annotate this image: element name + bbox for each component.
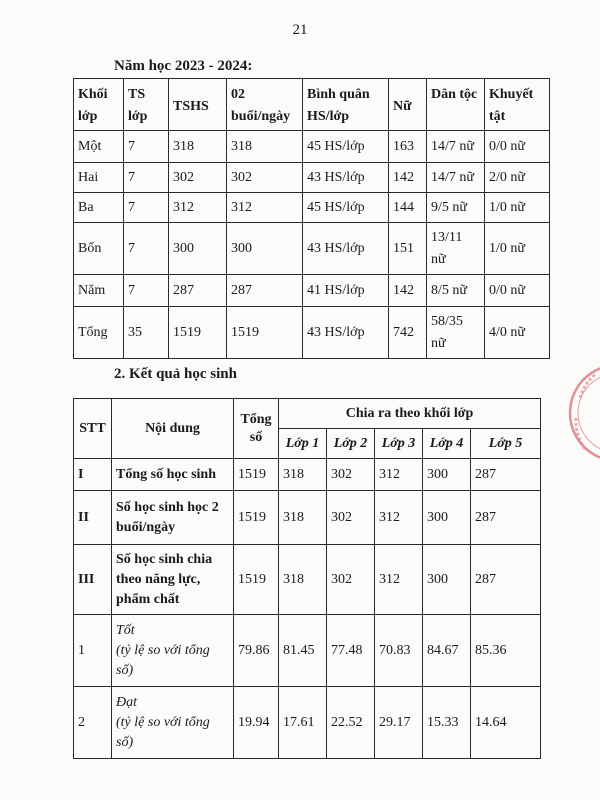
table-cell: 43 HS/lớp: [303, 223, 389, 275]
table-cell: 35: [124, 307, 169, 359]
header-cell: Bình quân HS/lớp: [303, 79, 389, 131]
table-header-row: [74, 399, 541, 429]
table-cell: 13/11 nữ: [427, 223, 485, 275]
year-heading: Năm học 2023 - 2024:: [114, 58, 253, 74]
table-row: [74, 307, 550, 359]
table-cell: 58/35 nữ: [427, 307, 485, 359]
table-row: [74, 615, 541, 687]
table-cell: 287: [227, 275, 303, 307]
header-cell: TS lớp: [124, 79, 169, 131]
row-stt: I: [74, 459, 112, 491]
table-cell: 1519: [227, 307, 303, 359]
row-label-cell: [112, 615, 234, 687]
table-cell: 300: [169, 223, 227, 275]
table-cell: Hai: [74, 163, 124, 193]
section-title: 2. Kết quả học sinh: [114, 366, 237, 382]
table-cell: 742: [389, 307, 427, 359]
table-cell: 15.33: [423, 687, 471, 759]
table-cell: 163: [389, 131, 427, 163]
table-cell: 0/0 nữ: [485, 275, 550, 307]
header-cell: Khuyết tật: [485, 79, 550, 131]
header-total: Tổng số: [234, 399, 279, 459]
table-cell: 70.83: [375, 615, 423, 687]
table-cell: 14.64: [471, 687, 541, 759]
row-label: Tốt: [116, 622, 135, 638]
table-row: [74, 687, 541, 759]
table-header-row: [74, 79, 550, 131]
table-cell: 287: [169, 275, 227, 307]
header-grade: Lớp 3: [375, 429, 423, 459]
table-cell: 151: [389, 223, 427, 275]
row-stt: 1: [74, 615, 112, 687]
table-cell: 7: [124, 131, 169, 163]
table-cell: 8/5 nữ: [427, 275, 485, 307]
table-cell: 318: [279, 491, 327, 545]
table-cell: 85.36: [471, 615, 541, 687]
table-cell: 7: [124, 163, 169, 193]
header-cell: 02 buổi/ngày: [227, 79, 303, 131]
row-label: Tổng số học sinh: [112, 459, 234, 491]
table-cell: 300: [423, 491, 471, 545]
table-cell: 142: [389, 163, 427, 193]
table-cell: Ba: [74, 193, 124, 223]
header-cell: Khối lớp: [74, 79, 124, 131]
row-total: 1519: [234, 545, 279, 615]
table-cell: 84.67: [423, 615, 471, 687]
table-cell: 45 HS/lớp: [303, 193, 389, 223]
table-cell: 312: [375, 545, 423, 615]
student-results-table: [73, 398, 541, 759]
table-cell: 22.52: [327, 687, 375, 759]
row-total: 1519: [234, 491, 279, 545]
header-grade-group: Chia ra theo khối lớp: [279, 399, 541, 429]
header-grade: Lớp 4: [423, 429, 471, 459]
table-cell: 142: [389, 275, 427, 307]
table-cell: 318: [227, 131, 303, 163]
red-seal-stamp: [560, 358, 600, 468]
table-row: [74, 163, 550, 193]
table-cell: 312: [227, 193, 303, 223]
table-cell: 144: [389, 193, 427, 223]
row-stt: 2: [74, 687, 112, 759]
table-row: [74, 459, 541, 491]
header-stt: STT: [74, 399, 112, 459]
table-cell: 302: [327, 545, 375, 615]
table-cell: Năm: [74, 275, 124, 307]
header-content: Nội dung: [112, 399, 234, 459]
table-cell: Tổng: [74, 307, 124, 359]
table-cell: 7: [124, 193, 169, 223]
row-total: 79.86: [234, 615, 279, 687]
table-cell: 318: [279, 459, 327, 491]
table-row: [74, 491, 541, 545]
table-row: [74, 193, 550, 223]
table-cell: 287: [471, 491, 541, 545]
table-cell: 312: [375, 491, 423, 545]
class-statistics-table: [73, 78, 550, 359]
table-cell: Một: [74, 131, 124, 163]
table-cell: 300: [423, 545, 471, 615]
header-grade: Lớp 2: [327, 429, 375, 459]
table-cell: 302: [327, 459, 375, 491]
row-total: 1519: [234, 459, 279, 491]
table-cell: 9/5 nữ: [427, 193, 485, 223]
row-stt: III: [74, 545, 112, 615]
table-cell: 77.48: [327, 615, 375, 687]
table-cell: 318: [279, 545, 327, 615]
row-label: Số học sinh chia theo năng lực, phẩm chất: [112, 545, 234, 615]
table-cell: 318: [169, 131, 227, 163]
header-grade: Lớp 1: [279, 429, 327, 459]
header-cell: TSHS: [169, 79, 227, 131]
table-cell: 7: [124, 223, 169, 275]
table-cell: 302: [227, 163, 303, 193]
table-cell: 312: [375, 459, 423, 491]
table-cell: 312: [169, 193, 227, 223]
row-note: (tỷ lệ so với tổng số): [116, 642, 210, 678]
table-cell: 43 HS/lớp: [303, 307, 389, 359]
row-label-cell: [112, 687, 234, 759]
table-row: [74, 275, 550, 307]
row-stt: II: [74, 491, 112, 545]
table-cell: 287: [471, 459, 541, 491]
table-cell: 2/0 nữ: [485, 163, 550, 193]
table-cell: 300: [227, 223, 303, 275]
table-cell: 1519: [169, 307, 227, 359]
table-cell: 4/0 nữ: [485, 307, 550, 359]
table-row: [74, 131, 550, 163]
table-cell: Bốn: [74, 223, 124, 275]
table-cell: 1/0 nữ: [485, 223, 550, 275]
table-cell: 0/0 nữ: [485, 131, 550, 163]
table-cell: 302: [169, 163, 227, 193]
table-cell: 41 HS/lớp: [303, 275, 389, 307]
table-cell: 7: [124, 275, 169, 307]
table-cell: 1/0 nữ: [485, 193, 550, 223]
row-total: 19.94: [234, 687, 279, 759]
table-cell: 14/7 nữ: [427, 131, 485, 163]
page-number: 21: [292, 22, 308, 38]
table-row: [74, 545, 541, 615]
table-row: [74, 223, 550, 275]
table-cell: 45 HS/lớp: [303, 131, 389, 163]
table-cell: 300: [423, 459, 471, 491]
header-cell: Nữ: [389, 79, 427, 131]
row-note: (tỷ lệ so với tổng số): [116, 714, 210, 750]
header-grade: Lớp 5: [471, 429, 541, 459]
table-cell: 43 HS/lớp: [303, 163, 389, 193]
row-label: Đạt: [116, 694, 137, 710]
table-cell: 29.17: [375, 687, 423, 759]
table-cell: 81.45: [279, 615, 327, 687]
table-cell: 302: [327, 491, 375, 545]
table-cell: 17.61: [279, 687, 327, 759]
table-cell: 14/7 nữ: [427, 163, 485, 193]
table-cell: 287: [471, 545, 541, 615]
row-label: Số học sinh học 2 buổi/ngày: [112, 491, 234, 545]
header-cell: Dân tộc: [427, 79, 485, 131]
